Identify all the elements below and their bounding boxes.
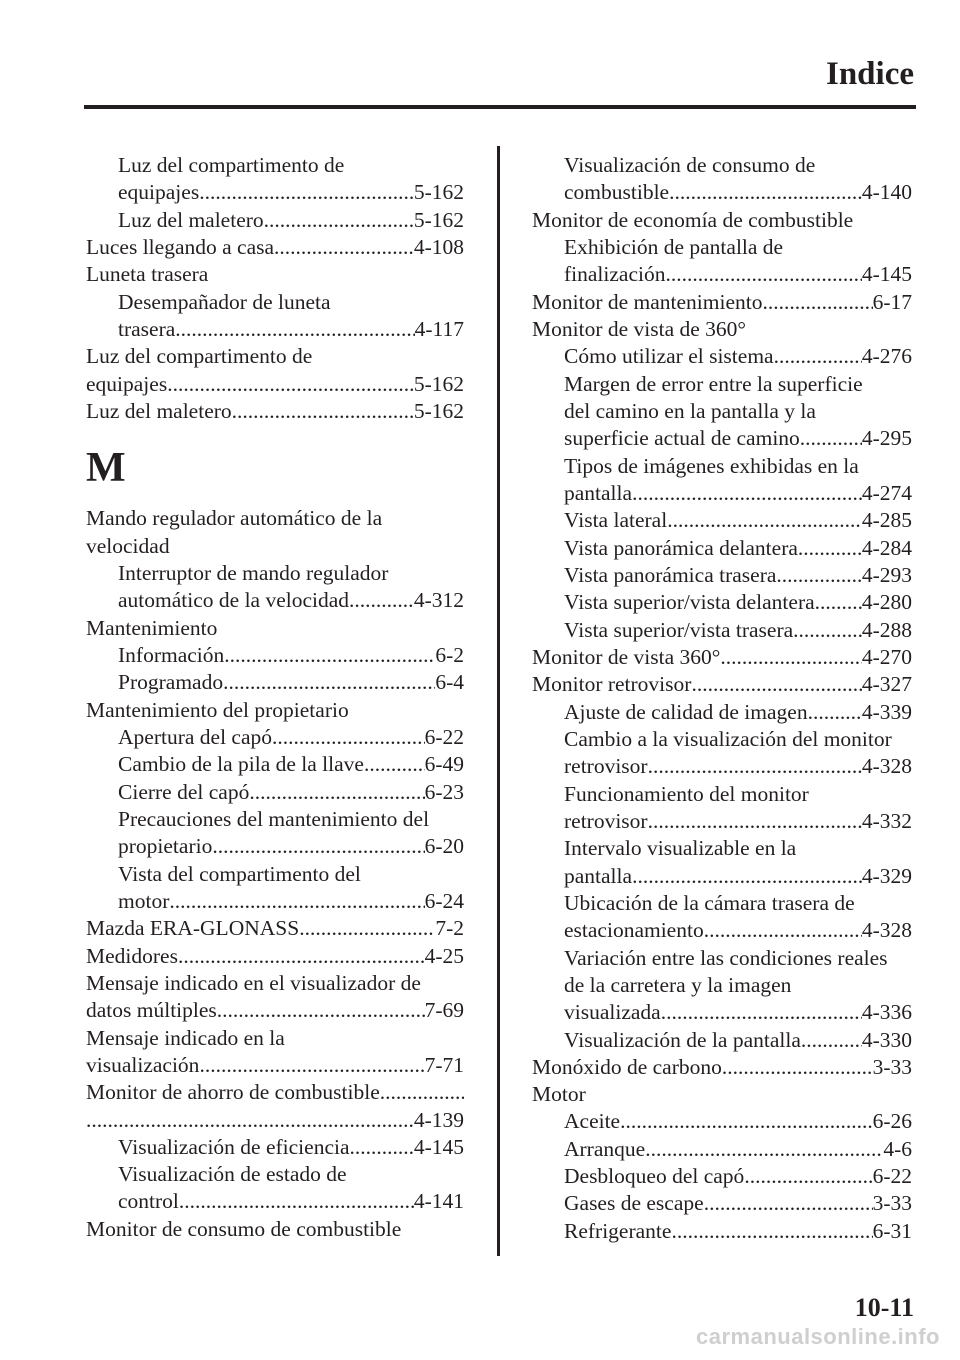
entry-text: equipajes	[118, 180, 200, 205]
page-reference: 6-22	[424, 724, 464, 749]
entry-text: Mando regulador automático de la	[86, 506, 383, 531]
page-reference: 6-31	[872, 1218, 912, 1243]
page-number: 10-11	[854, 1293, 914, 1322]
entry-text: Visualización de consumo de	[564, 153, 816, 177]
page-reference: 4-145	[413, 1134, 464, 1159]
page-reference: 5-162	[413, 371, 464, 396]
entry-text: estacionamiento	[564, 918, 704, 943]
dot-leader	[815, 589, 862, 616]
dot-leader	[704, 917, 862, 944]
index-subentry	[532, 152, 912, 179]
index-entry	[86, 970, 464, 997]
dot-leader	[380, 1079, 464, 1106]
dot-leader	[349, 587, 414, 614]
page-reference: 4-327	[861, 672, 912, 697]
index-subentry	[86, 806, 464, 833]
page-reference: 6-26	[872, 1109, 912, 1134]
index-subentry	[532, 453, 912, 480]
entry-text: superficie actual de camino	[564, 426, 800, 451]
index-entry	[86, 997, 464, 1024]
entry-text: Monitor de vista de 360°	[532, 316, 747, 341]
dot-leader	[224, 642, 435, 669]
page-reference: 4-285	[861, 508, 912, 533]
index-subentry	[86, 1134, 464, 1161]
entry-text: retrovisor	[564, 808, 648, 833]
index-subentry	[86, 207, 464, 234]
entry-text: Apertura del capó	[118, 724, 273, 749]
page-reference: 4-140	[861, 180, 912, 205]
entry-text: pantalla	[564, 863, 633, 888]
index-subentry	[532, 179, 912, 206]
entry-text: Monitor de economía de combustible	[532, 207, 854, 232]
index-subentry	[86, 642, 464, 669]
index-entry	[532, 644, 912, 671]
entry-text: finalización	[564, 262, 666, 287]
page-reference: 7-71	[424, 1052, 464, 1077]
dot-leader	[199, 1052, 424, 1079]
index-subentry	[532, 398, 912, 425]
index-subentry	[86, 751, 464, 778]
dot-leader	[808, 699, 862, 726]
page-reference: 4-288	[861, 617, 912, 642]
index-subentry	[532, 343, 912, 370]
entry-text: Visualización de estado de	[118, 1162, 347, 1187]
dot-leader	[801, 1027, 862, 1054]
dot-leader	[249, 779, 424, 806]
dot-leader	[217, 997, 425, 1024]
entry-text: control	[118, 1189, 179, 1214]
index-entry	[86, 343, 464, 370]
index-entry	[86, 697, 464, 724]
entry-text: motor	[118, 888, 170, 913]
index-subentry	[86, 316, 464, 343]
dot-leader	[632, 480, 862, 507]
dot-leader	[671, 1218, 872, 1245]
entry-text: Ajuste de calidad de imagen	[564, 699, 808, 724]
index-subentry	[86, 861, 464, 888]
page-reference: 4-295	[861, 426, 912, 451]
index-entry	[86, 1079, 464, 1106]
index-entry	[86, 533, 464, 560]
entry-text: Visualización de la pantalla	[564, 1027, 801, 1052]
entry-text: visualizada	[564, 1000, 661, 1025]
page-reference: 4-141	[413, 1189, 464, 1214]
dot-leader	[272, 724, 425, 751]
dot-leader	[744, 1163, 872, 1190]
header-rule	[84, 105, 916, 109]
entry-text: Mazda ERA-GLONASS	[86, 916, 300, 941]
dot-leader	[199, 179, 414, 206]
index-entry	[86, 1052, 464, 1079]
index-subentry	[86, 724, 464, 751]
page-reference: 4-280	[861, 590, 912, 615]
entry-text: Mensaje indicado en la	[86, 1025, 285, 1050]
dot-leader	[648, 808, 862, 835]
index-entry	[532, 671, 912, 698]
dot-leader	[167, 371, 414, 398]
page-reference: 4-312	[413, 588, 464, 613]
index-subentry	[532, 234, 912, 261]
entry-text: Mantenimiento	[86, 615, 218, 640]
dot-leader	[665, 261, 861, 288]
entry-text: Mensaje indicado en el visualizador de	[86, 970, 421, 995]
page-reference: 4-117	[414, 316, 464, 341]
index-subentry	[532, 480, 912, 507]
page-reference: 6-17	[872, 289, 912, 314]
index-subentry	[532, 1136, 912, 1163]
dot-leader	[645, 1136, 883, 1163]
watermark-text: carmanualsonline.info	[696, 1324, 940, 1349]
entry-text: Aceite	[564, 1109, 621, 1134]
index-subentry	[532, 890, 912, 917]
index-subentry	[532, 753, 912, 780]
index-entry	[86, 943, 464, 970]
index-subentry	[532, 781, 912, 808]
entry-text: Monitor de vista 360°	[532, 644, 721, 669]
index-entry	[532, 1054, 912, 1081]
entry-text: Luz del maletero	[118, 207, 264, 232]
page-title: Indice	[825, 56, 914, 92]
dot-leader	[667, 507, 862, 534]
entry-text: Luz del compartimento de	[118, 153, 345, 177]
index-subentry	[86, 888, 464, 915]
dot-leader	[274, 234, 414, 261]
entry-text: Arranque	[564, 1136, 646, 1161]
entry-text: visualización	[86, 1052, 200, 1077]
page-reference: 6-49	[424, 752, 464, 777]
page-reference: 4-6	[883, 1136, 912, 1161]
entry-text: propietario	[118, 834, 213, 859]
index-subentry	[532, 562, 912, 589]
index-subentry	[86, 152, 464, 179]
index-entry	[532, 1081, 912, 1108]
index-entry	[86, 371, 464, 398]
entry-text: Visualización de eficiencia	[118, 1134, 350, 1159]
entry-text: Programado	[118, 670, 224, 695]
index-entry	[86, 1025, 464, 1052]
index-subentry	[86, 779, 464, 806]
page-reference: 3-33	[872, 1054, 912, 1079]
index-subentry	[532, 835, 912, 862]
entry-text: Luz del maletero	[86, 398, 232, 423]
dot-leader	[632, 863, 862, 890]
entry-text: Vista panorámica trasera	[564, 562, 777, 587]
page-reference: 5-162	[413, 207, 464, 232]
entry-text: Vista superior/vista delantera	[564, 590, 815, 615]
index-subentry	[532, 261, 912, 288]
entry-text: Cambio a la visualización del monitor	[564, 726, 892, 751]
entry-text: automático de la velocidad	[118, 588, 350, 613]
page-reference: 5-162	[413, 180, 464, 205]
index-subentry	[532, 972, 912, 999]
entry-text: Vista lateral	[564, 508, 668, 533]
index-subentry	[86, 560, 464, 587]
index-subentry	[532, 917, 912, 944]
dot-leader	[350, 1134, 414, 1161]
entry-text: Monitor de consumo de combustible	[86, 1216, 402, 1241]
entry-text: Precauciones del mantenimiento del	[118, 806, 430, 831]
entry-text: pantalla	[564, 480, 633, 505]
page-reference: 4-270	[861, 644, 912, 669]
index-subentry	[532, 371, 912, 398]
entry-text: Vista del compartimento del	[118, 861, 361, 886]
entry-text: Funcionamiento del monitor	[564, 781, 809, 806]
entry-text: trasera	[118, 316, 176, 341]
entry-text: Luneta trasera	[86, 262, 209, 287]
index-subentry	[86, 587, 464, 614]
page-reference: 6-4	[435, 670, 464, 695]
page-reference: 3-33	[872, 1191, 912, 1216]
entry-text: velocidad	[86, 533, 170, 558]
entry-text: Ubicación de la cámara trasera de	[564, 890, 855, 915]
entry-text: Luces llegando a casa	[86, 234, 275, 259]
index-entry	[532, 316, 912, 343]
dot-leader	[212, 833, 424, 860]
dot-leader	[720, 644, 861, 671]
entry-text: Mantenimiento del propietario	[86, 697, 349, 722]
index-column-left	[86, 152, 464, 1243]
dot-leader	[299, 915, 435, 942]
dot-leader	[774, 343, 862, 370]
entry-text: Medidores	[86, 943, 178, 968]
page-reference: 4-330	[861, 1027, 912, 1052]
index-entry	[86, 398, 464, 425]
index-entry	[86, 234, 464, 261]
index-subentry	[532, 617, 912, 644]
entry-text: Cómo utilizar el sistema	[564, 344, 774, 369]
entry-text: del camino en la pantalla y la	[564, 398, 816, 423]
page-reference: 4-332	[861, 808, 912, 833]
page-reference: 4-293	[861, 562, 912, 587]
page-reference: 4-329	[861, 863, 912, 888]
page-reference: 4-276	[861, 344, 912, 369]
entry-text: retrovisor	[564, 754, 648, 779]
index-subentry	[86, 1188, 464, 1215]
dot-leader	[793, 617, 862, 644]
entry-text: Vista superior/vista trasera	[564, 617, 794, 642]
dot-leader	[661, 999, 862, 1026]
dot-leader	[648, 753, 862, 780]
dot-leader	[169, 888, 424, 915]
index-subentry	[532, 1108, 912, 1135]
entry-text: Margen de error entre la superficie	[564, 371, 863, 396]
entry-text: Intervalo visualizable en la	[564, 836, 797, 861]
entry-text: Interruptor de mando regulador	[118, 560, 389, 585]
dot-leader	[178, 943, 425, 970]
index-subentry	[532, 1163, 912, 1190]
index-entry	[86, 915, 464, 942]
page-reference: 5-162	[413, 398, 464, 423]
index-subentry	[532, 589, 912, 616]
dot-leader	[86, 1107, 414, 1134]
index-subentry	[532, 699, 912, 726]
dot-leader	[223, 669, 435, 696]
dot-leader	[179, 1188, 414, 1215]
dot-leader	[704, 1190, 873, 1217]
entry-text: Desempañador de luneta	[118, 289, 331, 314]
page-reference: 6-2	[435, 642, 464, 667]
index-subentry	[532, 808, 912, 835]
page-reference: 4-339	[861, 699, 912, 724]
dot-leader	[798, 535, 862, 562]
dot-leader	[264, 207, 414, 234]
index-subentry	[532, 1027, 912, 1054]
entry-text: Refrigerante	[564, 1218, 672, 1243]
page-reference: 6-22	[872, 1164, 912, 1189]
page-reference: 4-25	[424, 943, 464, 968]
dot-leader	[800, 425, 862, 452]
page-reference: 4-328	[861, 918, 912, 943]
index-entry	[86, 1216, 464, 1243]
index-entry	[86, 505, 464, 532]
dot-leader	[620, 1108, 872, 1135]
index-entry	[86, 1107, 464, 1134]
index-entry	[86, 615, 464, 642]
index-subentry	[532, 863, 912, 890]
index-entry	[532, 289, 912, 316]
page-reference: 7-69	[424, 998, 464, 1023]
index-subentry	[532, 425, 912, 452]
entry-text: Variación entre las condiciones reales	[564, 945, 888, 970]
index-subentry	[532, 1218, 912, 1245]
dot-leader	[691, 671, 861, 698]
entry-text: Motor	[532, 1082, 586, 1107]
dot-leader	[763, 289, 873, 316]
page-reference: 4-274	[861, 480, 912, 505]
entry-text: Cambio de la pila de la llave	[118, 752, 364, 777]
entry-text: Vista panorámica delantera	[564, 535, 798, 560]
index-subentry	[86, 289, 464, 316]
page-reference: 4-108	[413, 234, 464, 259]
entry-text: Información	[118, 642, 225, 667]
entry-text: Monitor de mantenimiento	[532, 289, 763, 314]
entry-text: Tipos de imágenes exhibidas en la	[564, 453, 859, 478]
entry-text: combustible	[564, 180, 670, 205]
entry-text: Exhibición de pantalla de	[564, 234, 784, 259]
index-subentry	[532, 535, 912, 562]
entry-text: Monóxido de carbono	[532, 1054, 722, 1079]
index-subentry	[86, 1161, 464, 1188]
dot-leader	[722, 1054, 873, 1081]
entry-text: Cierre del capó	[118, 779, 250, 804]
entry-text: de la carretera y la imagen	[564, 972, 792, 997]
index-subentry	[532, 1190, 912, 1217]
entry-text: equipajes	[86, 371, 168, 396]
index-subentry	[532, 507, 912, 534]
entry-text: Gases de escape	[564, 1191, 704, 1216]
dot-leader	[776, 562, 861, 589]
index-subentry	[532, 945, 912, 972]
index-subentry	[86, 179, 464, 206]
entry-text: Luz del compartimento de	[86, 344, 313, 369]
index-subentry	[532, 726, 912, 753]
column-divider	[497, 146, 500, 1256]
page-reference: 4-139	[413, 1107, 464, 1132]
dot-leader	[232, 398, 414, 425]
index-subentry	[86, 833, 464, 860]
dot-leader	[364, 751, 425, 778]
index-entry	[532, 207, 912, 234]
page-reference: 7-2	[435, 916, 464, 941]
section-letter: M	[86, 445, 126, 492]
dot-leader	[175, 316, 414, 343]
index-entry	[86, 261, 464, 288]
page-reference: 6-23	[424, 779, 464, 804]
page-reference: 6-24	[424, 888, 464, 913]
page-reference: 4-328	[861, 754, 912, 779]
page-reference: 4-336	[861, 1000, 912, 1025]
index-subentry	[86, 669, 464, 696]
page-reference: 6-20	[424, 834, 464, 859]
entry-text: Desbloqueo del capó	[564, 1164, 745, 1189]
entry-text: Monitor retrovisor	[532, 672, 692, 697]
page-reference: 4-145	[861, 262, 912, 287]
dot-leader	[669, 179, 862, 206]
index-subentry	[532, 999, 912, 1026]
entry-text: Monitor de ahorro de combustible	[86, 1080, 380, 1105]
entry-text: datos múltiples	[86, 998, 217, 1023]
page-reference: 4-284	[861, 535, 912, 560]
index-column-right	[532, 152, 912, 1245]
